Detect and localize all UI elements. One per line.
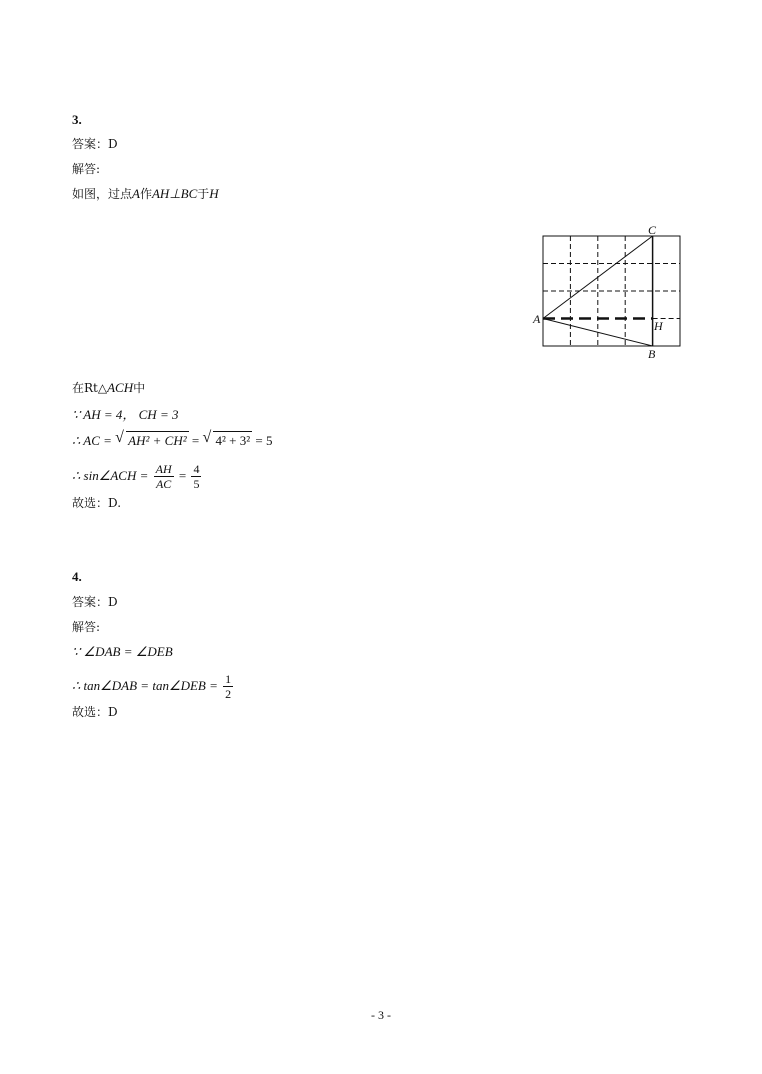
question-4-solution-label: 解答:: [72, 620, 101, 634]
question-4-answer: 答案：D: [72, 595, 118, 609]
grid-figure-svg: [530, 222, 690, 362]
grid-triangle-figure: [530, 222, 690, 365]
fraction-denominator: 2: [225, 687, 232, 701]
question-3-intro: [72, 186, 219, 202]
sqrt-4-3: [202, 429, 252, 449]
angle-equality: ∵ ∠DAB = ∠DEB: [72, 644, 173, 659]
sin-eq: =: [175, 468, 190, 483]
question-3-answer: 答案：D: [72, 137, 118, 151]
sqrt-ah-ch: [115, 429, 188, 449]
label-a: A: [533, 312, 541, 326]
ac-result: = 5: [252, 433, 273, 448]
label-b: B: [648, 347, 656, 361]
ac-equation: [72, 429, 273, 449]
sqrt-4-3-body: 4² + 3²: [215, 433, 251, 448]
fraction-numerator: AH: [155, 462, 172, 476]
radical-sign-icon: √: [115, 429, 124, 446]
label-c: C: [648, 223, 657, 237]
intro-point-a: A: [132, 186, 140, 201]
tan-prefix: ∴ tan∠DAB = tan∠DEB =: [72, 678, 222, 693]
triangle-suffix: 中: [133, 381, 146, 395]
label-h: H: [654, 319, 663, 333]
intro-zuo: 作: [139, 187, 152, 201]
radical-sign-icon: √: [202, 429, 212, 446]
fraction-ah-ac: [154, 462, 174, 491]
intro-text: 如图，过点: [72, 187, 133, 201]
question-3-number: 3.: [72, 112, 82, 127]
question-3-choice: 故选：D.: [72, 496, 122, 510]
intro-yu: 于: [197, 187, 210, 201]
fraction-numerator: 4: [193, 462, 200, 476]
fraction-1-2: [223, 672, 233, 701]
question-3-solution-label: 解答:: [72, 162, 101, 176]
triangle-statement: [72, 380, 145, 396]
intro-point-h: H: [209, 186, 219, 201]
question-4-choice: 故选：D: [72, 705, 118, 719]
ac-eq: =: [188, 433, 203, 448]
triangle-prefix: 在Rt△: [72, 381, 108, 395]
page-number: - 3 -: [371, 1008, 391, 1022]
intro-perpendicular: AH⊥BC: [151, 186, 198, 201]
fraction-denominator: AC: [155, 477, 172, 491]
ac-prefix: ∴ AC =: [72, 433, 116, 448]
fraction-numerator: 1: [225, 672, 232, 686]
sqrt-ah-ch-body: AH² + CH²: [128, 433, 187, 448]
triangle-name: ACH: [107, 380, 134, 395]
given-lengths: ∵ AH = 4， CH = 3: [72, 407, 179, 422]
sin-equation: [72, 462, 203, 491]
fraction-denominator: 5: [193, 477, 200, 491]
question-4-number: 4.: [72, 569, 82, 584]
tan-equation: [72, 672, 235, 701]
fraction-4-5: [191, 462, 201, 491]
sin-prefix: ∴ sin∠ACH =: [72, 468, 152, 483]
